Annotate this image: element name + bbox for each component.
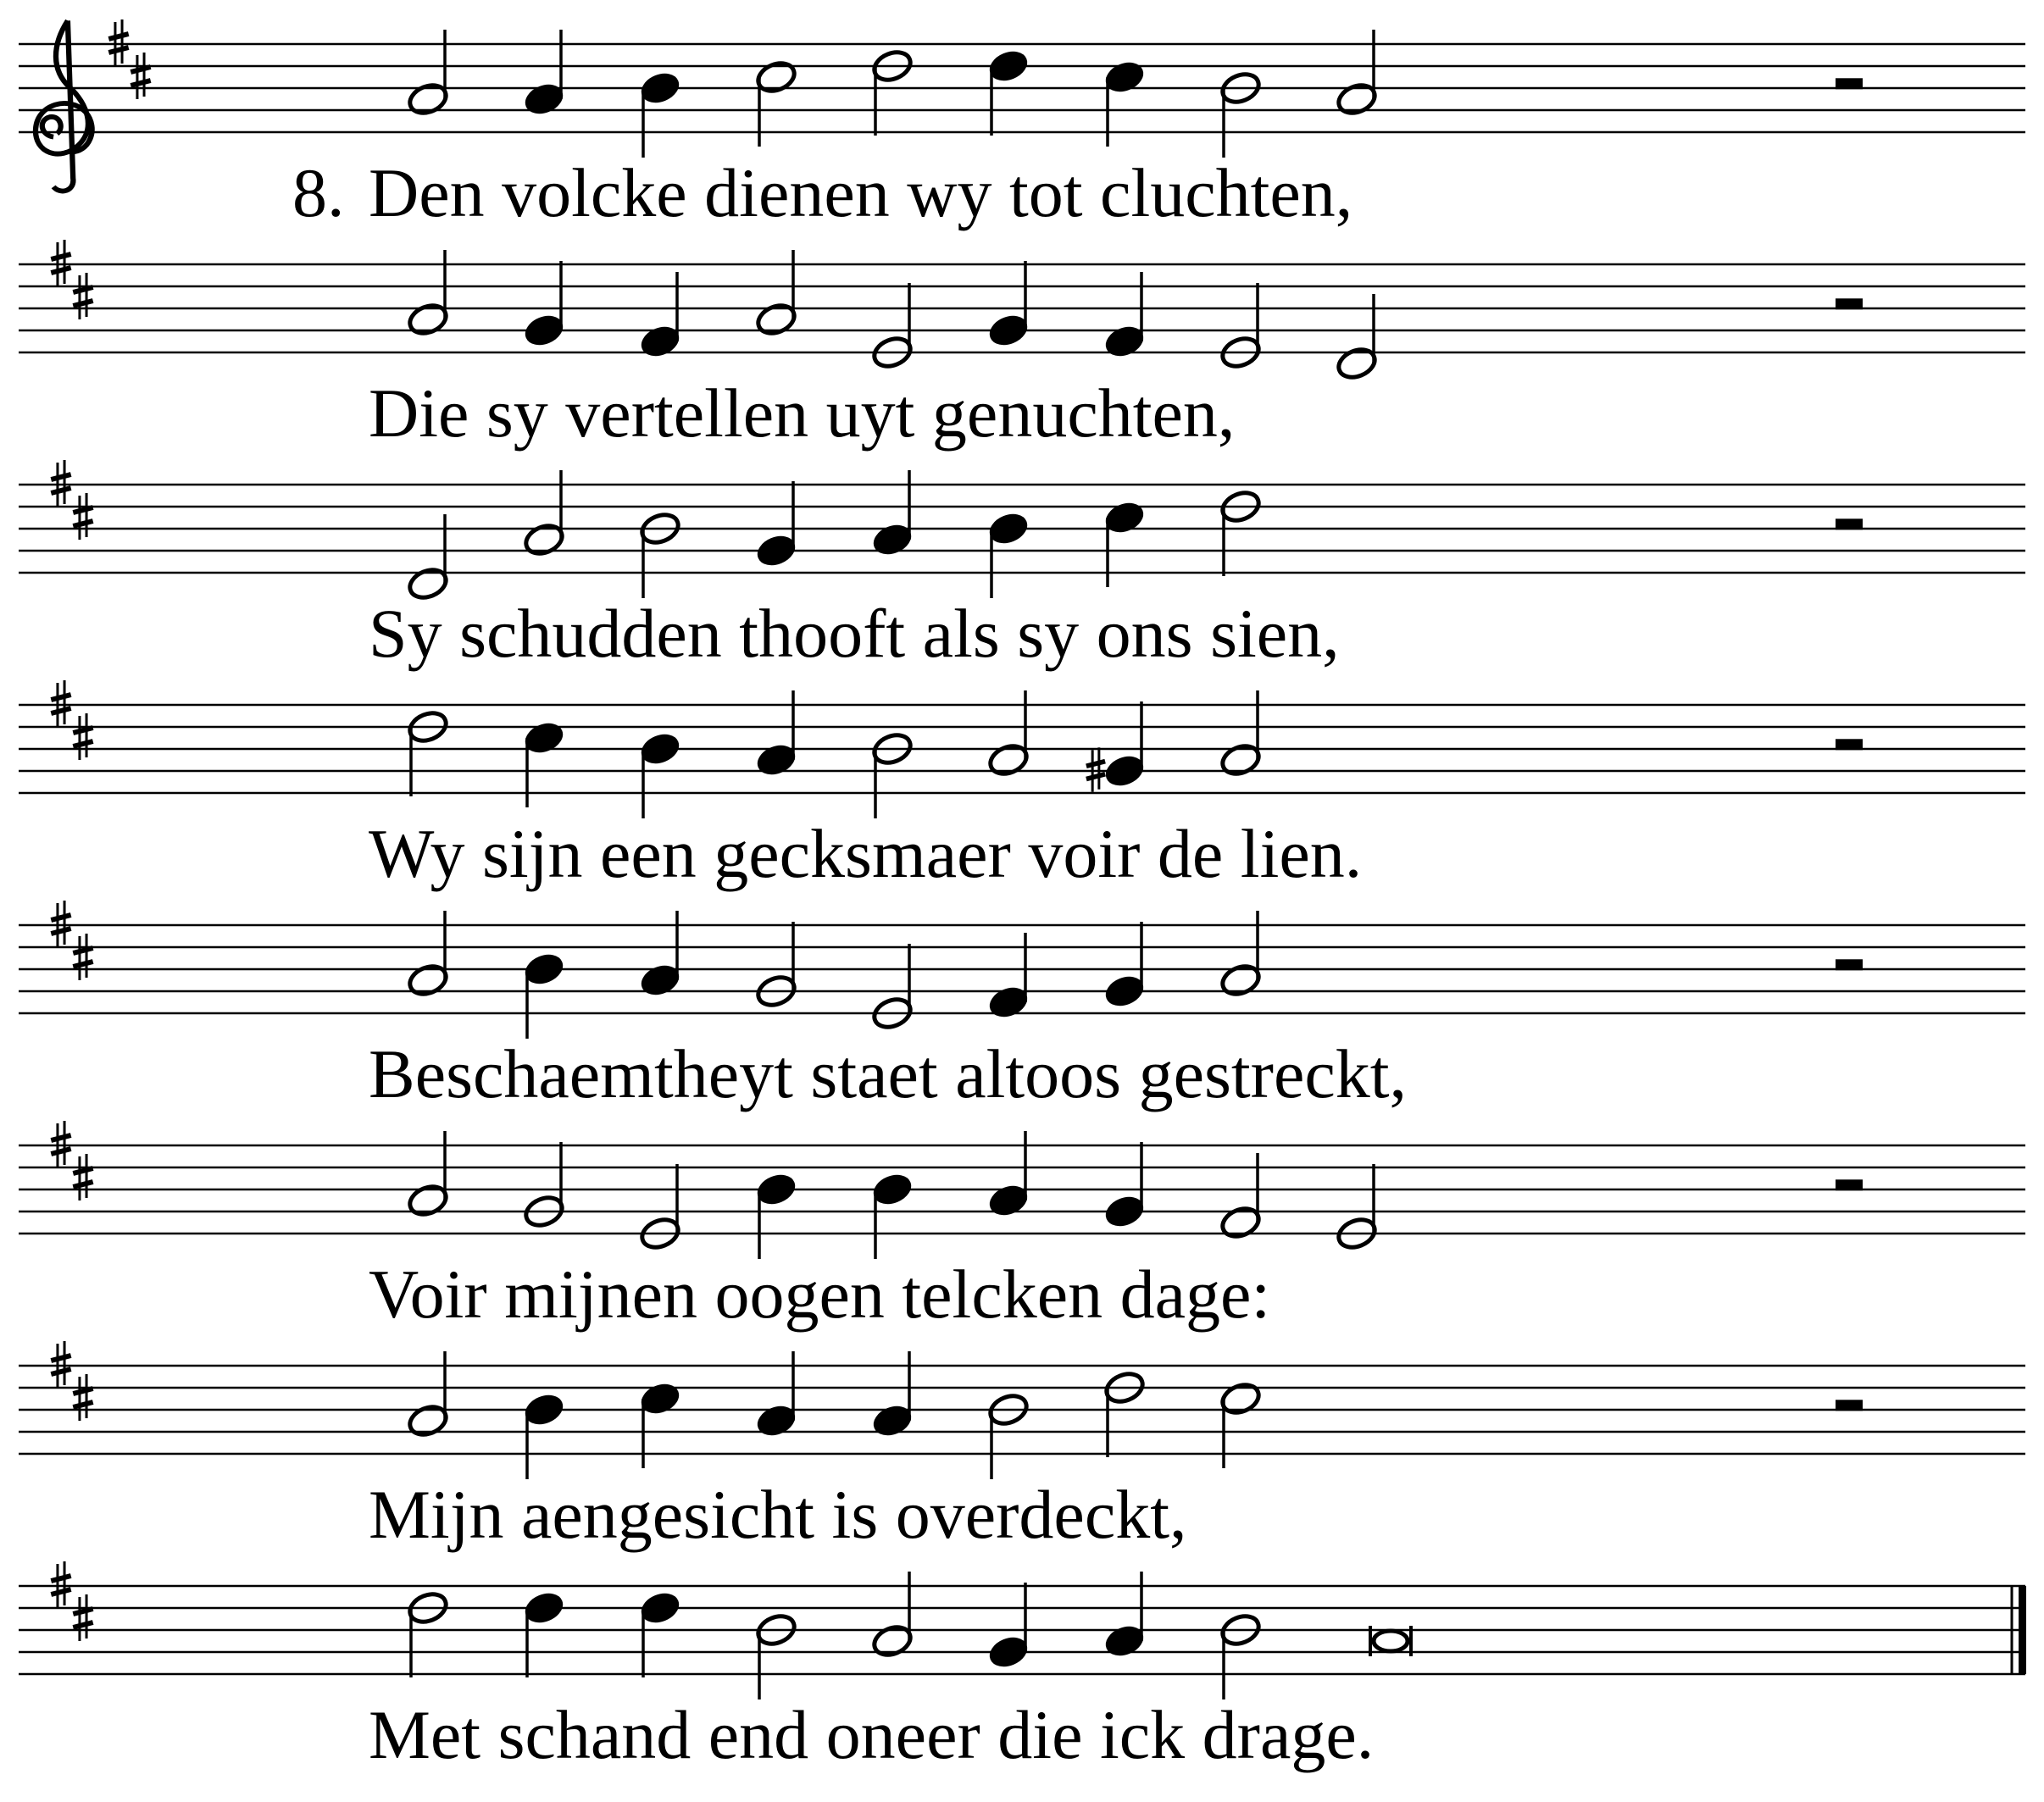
notehead: [522, 521, 566, 558]
note: [406, 250, 450, 338]
notehead: [638, 323, 682, 360]
lyric-line: [0, 152, 2044, 234]
notehead: [522, 1391, 566, 1428]
notehead: [1103, 752, 1147, 790]
note: [1103, 1369, 1147, 1457]
half-rest-icon: [1836, 1179, 1863, 1190]
notehead: [870, 521, 914, 558]
note: [1219, 1153, 1263, 1241]
notehead: [522, 80, 566, 118]
notehead: [1374, 1631, 1408, 1651]
notehead: [754, 1171, 798, 1208]
notehead: [986, 312, 1030, 349]
note: [1219, 283, 1263, 371]
note: [986, 510, 1030, 598]
note: [870, 1171, 914, 1259]
note: [1219, 1611, 1263, 1699]
notehead: [1103, 1622, 1147, 1660]
note: [870, 944, 914, 1032]
note: [638, 272, 682, 360]
notehead: [522, 1589, 566, 1627]
note: [1103, 1142, 1147, 1230]
notehead: [522, 719, 566, 757]
notehead: [1103, 58, 1147, 96]
note: [986, 690, 1030, 779]
notehead: [1219, 741, 1263, 779]
notehead: [1219, 962, 1263, 999]
note: [754, 1351, 798, 1439]
note: [638, 911, 682, 999]
note: [522, 30, 566, 118]
notehead: [870, 1622, 914, 1660]
note: [406, 514, 450, 602]
note: [754, 1611, 798, 1699]
staff-system: [19, 460, 2025, 602]
note: [406, 1131, 450, 1219]
notehead: [754, 301, 798, 338]
note: [986, 47, 1030, 136]
note: [638, 510, 682, 598]
note: [406, 911, 450, 999]
note: [986, 1391, 1030, 1479]
note: [1086, 701, 1147, 792]
note: [638, 69, 682, 158]
lyric-text: Wy sijn een gecksmaer voir de lien.: [369, 815, 1363, 892]
half-rest-icon: [1836, 298, 1863, 309]
note: [754, 922, 798, 1010]
note: [1219, 488, 1263, 576]
note: [1219, 69, 1263, 158]
notehead: [986, 984, 1030, 1021]
notehead: [406, 1402, 450, 1439]
note: [754, 250, 798, 338]
note: [870, 283, 914, 371]
note: [870, 730, 914, 818]
notehead: [1103, 323, 1147, 360]
notehead: [754, 532, 798, 569]
note: [522, 261, 566, 349]
verse-number: 8.: [292, 154, 345, 231]
note: [522, 1142, 566, 1230]
notehead: [754, 741, 798, 779]
note: [1335, 1164, 1379, 1252]
note: [1335, 294, 1379, 382]
note: [1219, 690, 1263, 779]
note: [754, 58, 798, 147]
notehead: [638, 1589, 682, 1627]
note: [1103, 1572, 1147, 1660]
note: [870, 47, 914, 136]
note: [522, 719, 566, 807]
note: [1103, 922, 1147, 1010]
lyric-text: Den volcke dienen wy tot cluchten,: [369, 154, 1353, 231]
staff-system: [19, 1341, 2025, 1479]
lyric-line: [0, 373, 2044, 454]
lyric-text: Die sy vertellen uyt genuchten,: [369, 374, 1236, 452]
staff-system: [19, 240, 2025, 382]
half-rest-icon: [1836, 1400, 1863, 1411]
note: [406, 1351, 450, 1439]
staff-system: [19, 901, 2025, 1039]
lyric-line: [0, 813, 2044, 895]
lyric-text: Beschaemtheyt staet altoos gestreckt,: [369, 1035, 1408, 1112]
half-rest-icon: [1836, 518, 1863, 530]
notehead: [754, 1402, 798, 1439]
notehead: [638, 730, 682, 768]
note: [522, 470, 566, 558]
note: [406, 1589, 450, 1677]
notehead: [986, 1182, 1030, 1219]
notehead: [1335, 80, 1379, 118]
half-rest-icon: [1836, 739, 1863, 750]
staff-system: [19, 1121, 2025, 1259]
note: [1335, 30, 1379, 118]
notehead: [406, 301, 450, 338]
staff-system: [19, 680, 2025, 818]
notehead: [1103, 973, 1147, 1010]
note: [870, 1351, 914, 1439]
note: [406, 30, 450, 118]
note: [754, 481, 798, 569]
notehead: [522, 312, 566, 349]
note: [406, 708, 450, 796]
notehead: [638, 962, 682, 999]
notehead: [870, 1402, 914, 1439]
staff-system: [19, 1561, 2026, 1699]
note: [754, 1171, 798, 1259]
lyric-line: [0, 593, 2044, 674]
note: [522, 1589, 566, 1677]
note: [638, 1164, 682, 1252]
notehead: [522, 951, 566, 988]
note: [638, 1589, 682, 1677]
note: [870, 1572, 914, 1660]
note: [1103, 272, 1147, 360]
note: [754, 690, 798, 779]
note: [986, 261, 1030, 349]
lyric-line: [0, 1474, 2044, 1555]
notehead: [986, 510, 1030, 547]
notehead: [638, 69, 682, 107]
note: [986, 1583, 1030, 1671]
half-rest-icon: [1836, 78, 1863, 89]
note: [986, 1131, 1030, 1219]
notehead: [638, 1380, 682, 1417]
note: [1219, 911, 1263, 999]
notehead: [870, 1171, 914, 1208]
lyric-line: [0, 1034, 2044, 1115]
note: [986, 933, 1030, 1021]
note: [638, 730, 682, 818]
lyric-text: Met schand end oneer die ick drage.: [369, 1696, 1375, 1773]
note: [870, 470, 914, 558]
notehead: [1219, 1204, 1263, 1241]
notehead: [754, 58, 798, 96]
lyric-line: [0, 1254, 2044, 1335]
note: [1219, 1380, 1263, 1468]
notehead: [986, 1633, 1030, 1671]
lyric-line: [0, 1694, 2044, 1776]
notehead: [986, 741, 1030, 779]
note: [522, 1391, 566, 1479]
note: [522, 951, 566, 1039]
half-rest-icon: [1836, 959, 1863, 970]
note: [1103, 499, 1147, 587]
notehead: [406, 80, 450, 118]
note: [638, 1380, 682, 1468]
lyric-text: Voir mijnen oogen telcken dage:: [369, 1256, 1271, 1333]
notehead: [406, 1182, 450, 1219]
notehead: [1103, 1193, 1147, 1230]
note: [1103, 58, 1147, 147]
notehead: [986, 47, 1030, 85]
final-barline: [2019, 1586, 2026, 1674]
lyric-text: Mijn aengesicht is overdeckt,: [369, 1476, 1187, 1553]
notehead: [406, 962, 450, 999]
notehead: [1103, 499, 1147, 536]
lyric-text: Sy schudden thooft als sy ons sien,: [369, 595, 1340, 672]
notehead: [1219, 1380, 1263, 1417]
